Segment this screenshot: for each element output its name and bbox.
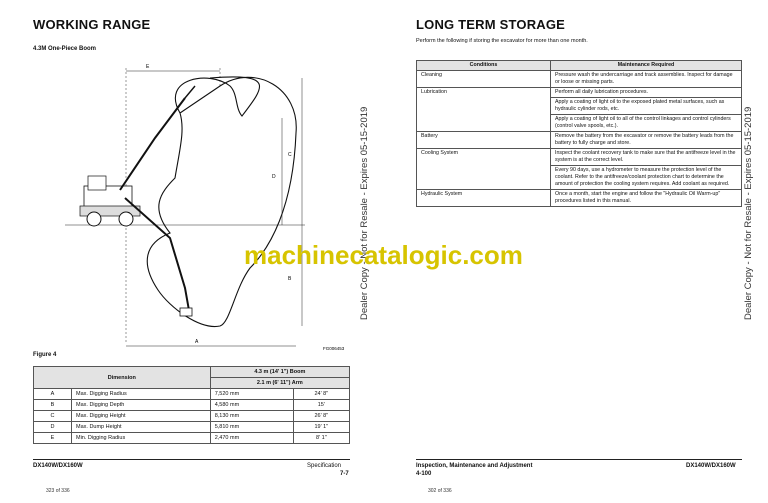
condition-cell: Cooling System: [417, 149, 551, 190]
dim-metric: 2,470 mm: [210, 433, 293, 444]
table-row: [34, 433, 350, 444]
maintenance-cell: Once a month, start the engine and follow the "Hydraulic Oil Warm-up" procedures listed in this manual.: [551, 190, 742, 207]
table-row: [417, 132, 742, 149]
dim-code: A: [34, 389, 72, 400]
dim-imperial: 24' 8": [293, 389, 349, 400]
header-dimension: Dimension: [34, 367, 211, 389]
side-watermark-left: Dealer Copy - Not for Resale - Expires 05-15-2019: [359, 106, 370, 320]
dim-code: B: [34, 400, 72, 411]
side-watermark-right: Dealer Copy - Not for Resale - Expires 05-15-2019: [743, 106, 754, 320]
maintenance-cell: Apply a coating of light oil to all of the control linkages and control cylinders (control valve spools, etc.).: [551, 115, 742, 132]
table-row: [417, 88, 742, 98]
condition-cell: Hydraulic System: [417, 190, 551, 207]
footer-section: Specification: [307, 463, 342, 469]
dim-code: C: [34, 411, 72, 422]
maintenance-cell: Remove the battery from the excavator or remove the battery leads from the battery to fully charge and store.: [551, 132, 742, 149]
dimension-table: [33, 366, 350, 444]
footer-page-number: 7-7: [340, 471, 349, 477]
dim-name: Max. Digging Height: [72, 411, 211, 422]
dim-code: E: [34, 433, 72, 444]
maintenance-cell: Pressure wash the undercarriage and track assemblies. Inspect for damage or loose or missing parts.: [551, 71, 742, 88]
dim-label: E: [146, 64, 150, 70]
pdf-page-counter: 302 of 336: [428, 488, 452, 494]
header-arm: 2.1 m (6' 11") Arm: [210, 378, 349, 389]
intro-text: Perform the following if storing the excavator for more than one month.: [416, 38, 588, 44]
dim-metric: 8,130 mm: [210, 411, 293, 422]
dim-imperial: 26' 8": [293, 411, 349, 422]
dim-name: Max. Digging Radius: [72, 389, 211, 400]
storage-table: [416, 60, 742, 207]
condition-cell: Battery: [417, 132, 551, 149]
table-row: [417, 190, 742, 207]
pdf-page-counter: 323 of 336: [46, 488, 70, 494]
footer-model: DX140W/DX160W: [686, 463, 736, 469]
dim-label: A: [195, 339, 199, 345]
dim-metric: 5,810 mm: [210, 422, 293, 433]
maintenance-cell: Every 90 days, use a hydrometer to measure the protection level of the coolant. Refer to the antifreeze/coolant protection chart to determine the amount of protection the cooling system requires. Add coolant as required.: [551, 166, 742, 190]
dim-label: C: [288, 152, 292, 158]
table-row: [34, 389, 350, 400]
footer-rule: [416, 459, 742, 460]
condition-cell: Cleaning: [417, 71, 551, 88]
wheel-rear: [87, 212, 101, 226]
dim-name: Max. Digging Depth: [72, 400, 211, 411]
footer-model: DX140W/DX160W: [33, 463, 83, 469]
dim-imperial: 15': [293, 400, 349, 411]
footer-page-number: 4-100: [416, 471, 432, 477]
dim-code: D: [34, 422, 72, 433]
dim-metric: 7,520 mm: [210, 389, 293, 400]
dim-imperial: 19' 1": [293, 422, 349, 433]
maintenance-cell: Inspect the coolant recovery tank to make sure that the antifreeze level in the system is at the correct level.: [551, 149, 742, 166]
dim-name: Min. Digging Radius: [72, 433, 211, 444]
table-row: [34, 422, 350, 433]
header-maintenance: Maintenance Required: [551, 61, 742, 71]
figure-label: Figure 4: [33, 352, 57, 358]
figure-code: FG006453: [323, 346, 345, 351]
digging-envelope: [147, 77, 296, 327]
page-title: WORKING RANGE: [33, 17, 151, 32]
footer-rule: [33, 459, 350, 460]
header-boom: 4.3 m (14' 1") Boom: [210, 367, 349, 378]
footer-section: Inspection, Maintenance and Adjustment: [416, 463, 533, 469]
condition-cell: Lubrication: [417, 88, 551, 132]
dim-label: D: [272, 174, 276, 180]
table-row: [34, 411, 350, 422]
section-subtitle: 4.3M One-Piece Boom: [33, 46, 97, 52]
bucket: [180, 308, 192, 316]
center-watermark: machinecatalogic.com: [244, 240, 523, 270]
working-range-diagram: [60, 58, 360, 353]
dim-imperial: 8' 1": [293, 433, 349, 444]
maintenance-cell: Perform all daily lubrication procedures.: [551, 88, 742, 98]
dim-label: B: [288, 276, 292, 282]
table-row: [417, 149, 742, 166]
page-title: LONG TERM STORAGE: [416, 17, 566, 32]
wheel-front: [119, 212, 133, 226]
table-row: [417, 71, 742, 88]
maintenance-cell: Apply a coating of light oil to the exposed plated metal surfaces, such as hydraulic cylinder rods, etc.: [551, 98, 742, 115]
table-row: [34, 400, 350, 411]
dim-name: Max. Dump Height: [72, 422, 211, 433]
header-conditions: Conditions: [417, 61, 551, 71]
dim-metric: 4,580 mm: [210, 400, 293, 411]
